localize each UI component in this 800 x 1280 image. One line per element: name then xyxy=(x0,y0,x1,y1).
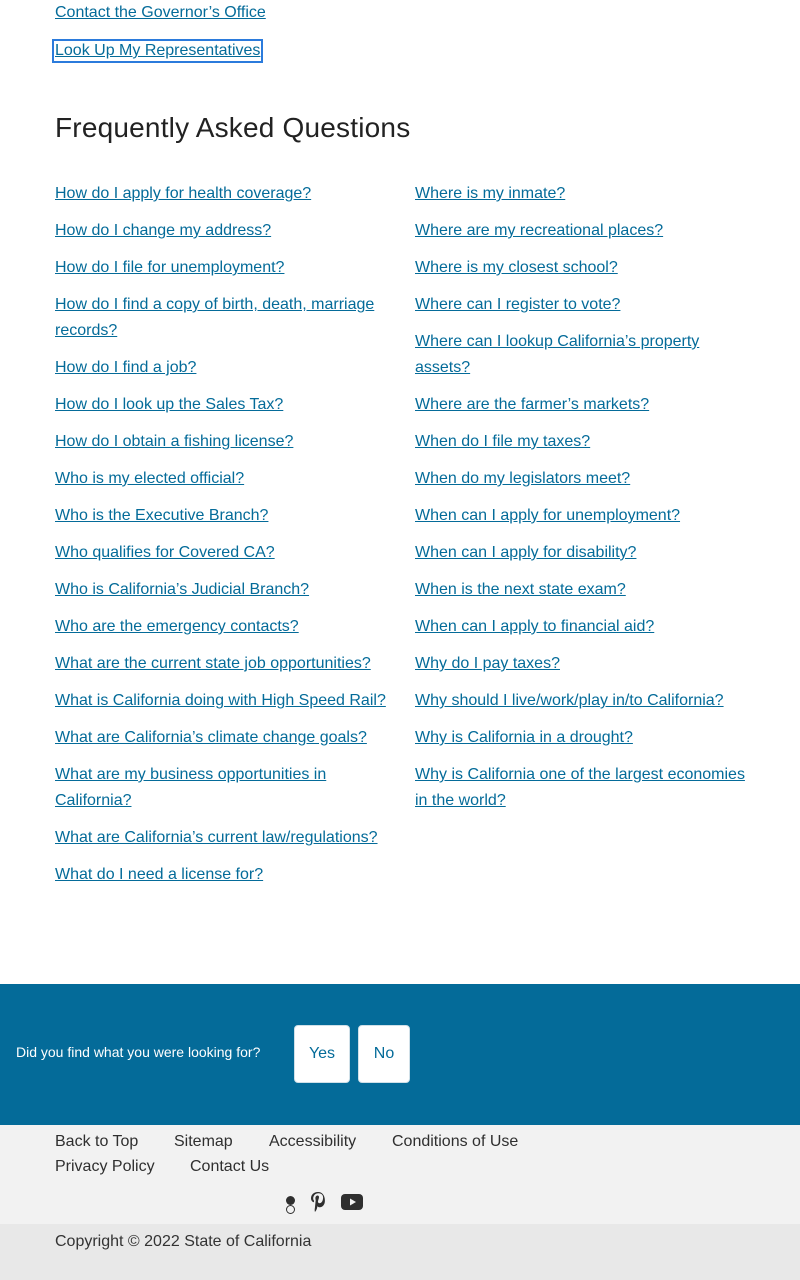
faq-item xyxy=(55,503,390,529)
faq-item xyxy=(415,392,750,418)
faq-link[interactable]: How do I obtain a fishing license? xyxy=(55,433,294,450)
feedback-yes-button[interactable]: Yes xyxy=(294,1025,350,1083)
faq-link[interactable]: When do my legislators meet? xyxy=(415,470,631,487)
faq-link[interactable]: Where can I lookup California’s property assets? xyxy=(415,333,700,376)
faq-item xyxy=(55,218,390,244)
look-up-representatives-link[interactable]: Look Up My Representatives xyxy=(55,42,261,59)
accessibility-link[interactable]: Accessibility xyxy=(269,1133,357,1150)
faq-link[interactable]: What are California’s climate change goals? xyxy=(55,729,367,746)
faq-link[interactable]: What are California’s current law/regulations? xyxy=(55,829,378,846)
faq-link[interactable]: Who is California’s Judicial Branch? xyxy=(55,581,310,598)
faq-link[interactable]: Who qualifies for Covered CA? xyxy=(55,544,275,561)
privacy-policy-link[interactable]: Privacy Policy xyxy=(55,1158,155,1175)
faq-link[interactable]: Why should I live/work/play in/to California? xyxy=(415,692,724,709)
faq-title: Frequently Asked Questions xyxy=(55,112,411,143)
faq-item xyxy=(415,688,750,714)
faq-list-right xyxy=(415,181,750,825)
faq-item xyxy=(55,614,390,640)
contact-us-link[interactable]: Contact Us xyxy=(190,1158,270,1175)
faq-link[interactable]: When can I apply for unemployment? xyxy=(415,507,681,524)
faq-item xyxy=(55,862,390,888)
faq-item xyxy=(415,503,750,529)
faq-item xyxy=(55,577,390,603)
faq-item xyxy=(55,688,390,714)
youtube-icon[interactable] xyxy=(341,1194,363,1215)
faq-item xyxy=(55,429,390,455)
sitemap-link[interactable]: Sitemap xyxy=(174,1133,233,1150)
faq-link[interactable]: How do I apply for health coverage? xyxy=(55,185,312,202)
faq-item xyxy=(415,651,750,677)
faq-item xyxy=(415,466,750,492)
faq-link[interactable]: Where are my recreational places? xyxy=(415,222,664,239)
faq-item xyxy=(55,255,390,281)
faq-item xyxy=(415,762,750,814)
faq-item xyxy=(55,181,390,207)
faq-link[interactable]: Why is California in a drought? xyxy=(415,729,633,746)
faq-item xyxy=(55,540,390,566)
feedback-bar xyxy=(0,984,800,1125)
faq-list-left xyxy=(55,181,390,899)
faq-link[interactable]: Where are the farmer’s markets? xyxy=(415,396,650,413)
faq-link[interactable]: What are my business opportunities in California? xyxy=(55,766,327,809)
faq-link[interactable]: How do I change my address? xyxy=(55,222,272,239)
faq-item xyxy=(415,292,750,318)
faq-link[interactable]: How do I find a copy of birth, death, marriage records? xyxy=(55,296,375,339)
faq-item xyxy=(415,255,750,281)
faq-link[interactable]: When can I apply for disability? xyxy=(415,544,637,561)
faq-link[interactable]: Where can I register to vote? xyxy=(415,296,621,313)
faq-link[interactable]: How do I look up the Sales Tax? xyxy=(55,396,284,413)
pinterest-icon[interactable] xyxy=(309,1191,327,1218)
back-to-top-link[interactable]: Back to Top xyxy=(55,1133,139,1150)
faq-link[interactable]: Why is California one of the largest economies in the world? xyxy=(415,766,745,809)
faq-link[interactable]: What do I need a license for? xyxy=(55,866,264,883)
feedback-question: Did you find what you were looking for? xyxy=(16,1044,261,1060)
faq-item xyxy=(415,218,750,244)
faq-item xyxy=(55,651,390,677)
faq-item xyxy=(415,329,750,381)
faq-item xyxy=(415,429,750,455)
footer-nav xyxy=(0,1125,800,1224)
faq-item xyxy=(55,762,390,814)
copyright-text: Copyright © 2022 State of California xyxy=(55,1233,312,1250)
faq-item xyxy=(55,825,390,851)
faq-link[interactable]: Where is my inmate? xyxy=(415,185,566,202)
faq-link[interactable]: When is the next state exam? xyxy=(415,581,626,598)
faq-item xyxy=(55,355,390,381)
faq-link[interactable]: How do I find a job? xyxy=(55,359,197,376)
faq-item xyxy=(55,725,390,751)
copyright-bar xyxy=(0,1224,800,1280)
faq-item xyxy=(415,540,750,566)
feedback-no-button[interactable]: No xyxy=(358,1025,410,1083)
faq-link[interactable]: Who are the emergency contacts? xyxy=(55,618,299,635)
faq-link[interactable]: When can I apply to financial aid? xyxy=(415,618,655,635)
contact-governor-link[interactable]: Contact the Governor’s Office xyxy=(55,4,266,21)
faq-link[interactable]: Why do I pay taxes? xyxy=(415,655,560,672)
faq-link[interactable]: What are the current state job opportunities? xyxy=(55,655,371,672)
faq-link[interactable]: How do I file for unemployment? xyxy=(55,259,285,276)
faq-item xyxy=(55,466,390,492)
social-links xyxy=(286,1191,377,1218)
faq-item xyxy=(55,292,390,344)
faq-link[interactable]: Who is my elected official? xyxy=(55,470,245,487)
faq-link[interactable]: Who is the Executive Branch? xyxy=(55,507,269,524)
flickr-icon[interactable] xyxy=(286,1196,295,1214)
faq-link[interactable]: When do I file my taxes? xyxy=(415,433,591,450)
conditions-of-use-link[interactable]: Conditions of Use xyxy=(392,1133,519,1150)
faq-item xyxy=(415,614,750,640)
faq-item xyxy=(415,725,750,751)
faq-item xyxy=(55,392,390,418)
faq-link[interactable]: What is California doing with High Speed Rail? xyxy=(55,692,386,709)
faq-link[interactable]: Where is my closest school? xyxy=(415,259,618,276)
faq-item xyxy=(415,577,750,603)
faq-item xyxy=(415,181,750,207)
